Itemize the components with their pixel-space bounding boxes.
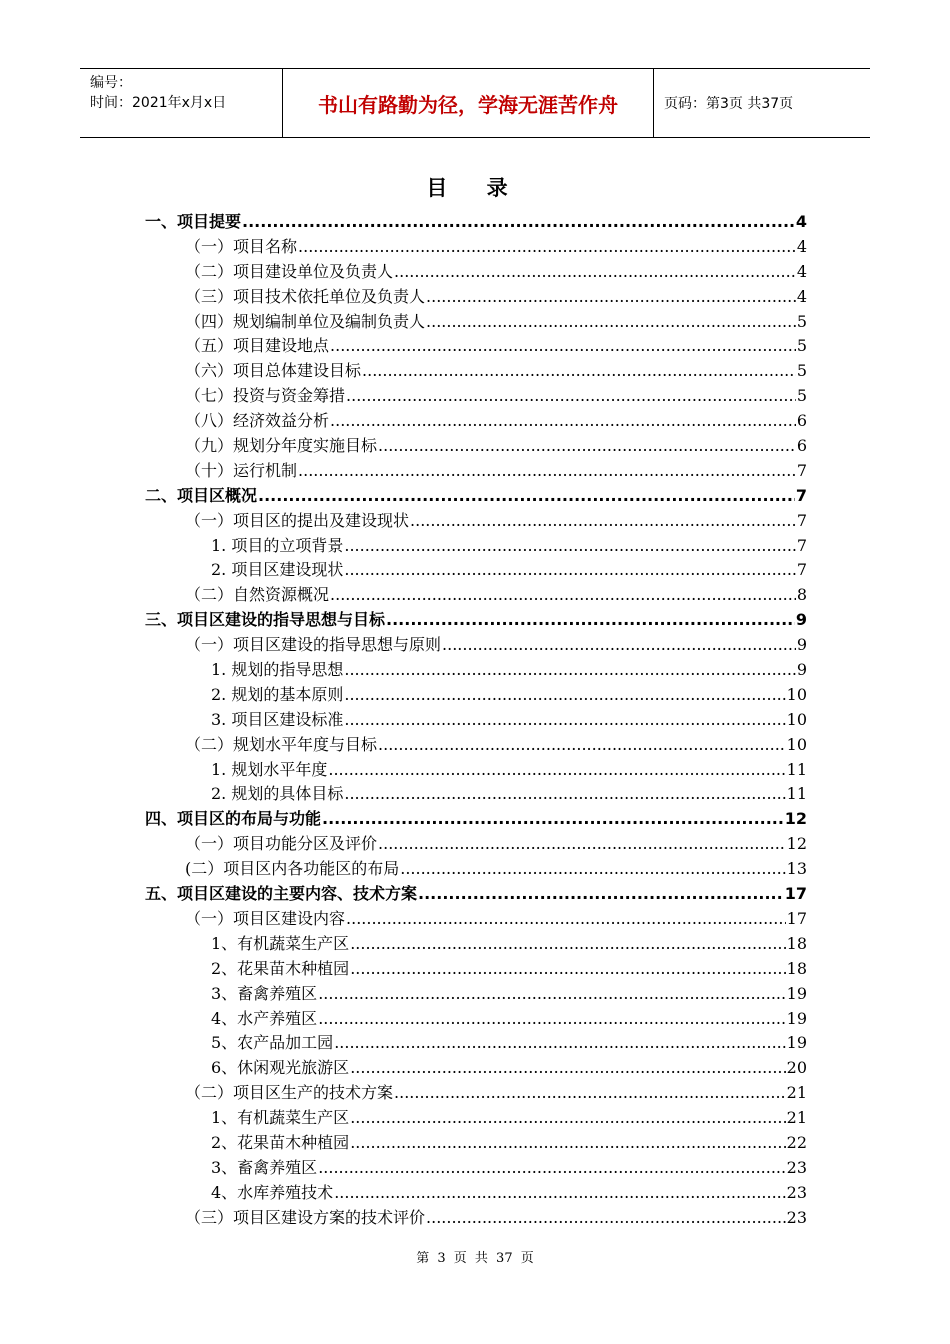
toc-dot-leader: [334, 1031, 785, 1056]
toc-entry-page: 18: [786, 933, 807, 953]
toc-entry[interactable]: [145, 832, 807, 857]
toc-entry-page: 23: [786, 1157, 807, 1177]
toc-entry[interactable]: [145, 733, 807, 758]
toc-entry[interactable]: [145, 857, 807, 882]
toc-entry-page: 10: [786, 734, 807, 754]
toc-entry[interactable]: [145, 558, 807, 583]
document-date: 时间：2021年x月x日: [90, 95, 227, 111]
toc-entry-page: 13: [786, 859, 807, 879]
toc-entry[interactable]: [145, 1031, 807, 1056]
toc-entry-page: 7: [796, 510, 807, 530]
toc-entry-page: 9: [796, 635, 807, 655]
toc-entry-title: （一）项目区建设的指导思想与原则: [185, 635, 442, 655]
toc-entry-title: 2. 项目区建设现状: [211, 560, 344, 580]
toc-entry-page: 23: [786, 1182, 807, 1202]
document-number-label: 编号：: [90, 75, 132, 91]
toc-entry-page: 5: [796, 336, 807, 356]
toc-entry[interactable]: [145, 459, 807, 484]
toc-dot-leader: [318, 982, 785, 1007]
toc-entry[interactable]: [145, 982, 807, 1007]
toc-entry-page: 5: [796, 311, 807, 331]
toc-entry-page: 18: [786, 958, 807, 978]
toc-entry[interactable]: [145, 658, 807, 683]
toc-entry[interactable]: [145, 210, 807, 235]
toc-dot-leader: [344, 683, 785, 708]
toc-entry[interactable]: [145, 334, 807, 359]
toc-entry-page: 7: [796, 560, 807, 580]
toc-entry[interactable]: [145, 1056, 807, 1081]
toc-entry[interactable]: [145, 1156, 807, 1181]
toc-entry-page: 10: [786, 709, 807, 729]
toc-entry[interactable]: [145, 484, 807, 509]
toc-entry-page: 19: [786, 1008, 807, 1028]
toc-entry-title: 3、畜禽养殖区: [211, 1157, 318, 1177]
toc-entry-title: 三、项目区建设的指导思想与目标: [145, 610, 386, 630]
toc-entry[interactable]: [145, 285, 807, 310]
toc-entry-title: (二）项目区内各功能区的布局: [185, 859, 400, 879]
toc-entry-page: 5: [796, 361, 807, 381]
toc-dot-leader: [426, 310, 796, 335]
toc-entry-page: 11: [786, 784, 807, 804]
toc-entry-title: 1. 规划水平年度: [211, 759, 328, 779]
header-meta: [80, 69, 283, 137]
toc-dot-leader: [378, 733, 786, 758]
toc-entry-title: 二、项目区概况: [145, 485, 258, 505]
toc-dot-leader: [386, 608, 795, 633]
toc-dot-leader: [322, 807, 784, 832]
toc-entry[interactable]: [145, 509, 807, 534]
toc-dot-leader: [394, 260, 796, 285]
toc-entry-page: 4: [796, 286, 807, 306]
toc-dot-leader: [298, 459, 796, 484]
toc-entry-title: （八）经济效益分析: [185, 411, 330, 431]
toc-entry-title: （一）项目区的提出及建设现状: [185, 510, 410, 530]
toc-entry[interactable]: [145, 359, 807, 384]
toc-entry[interactable]: [145, 1206, 807, 1231]
toc-dot-leader: [410, 509, 796, 534]
toc-entry[interactable]: [145, 907, 807, 932]
toc-entry-page: 17: [784, 884, 807, 904]
toc-entry-title: （十）运行机制: [185, 460, 298, 480]
toc-dot-leader: [330, 409, 796, 434]
toc-dot-leader: [318, 1156, 785, 1181]
toc-entry-title: （三）项目区建设方案的技术评价: [185, 1207, 426, 1227]
toc-entry-page: 21: [786, 1083, 807, 1103]
toc-entry-page: 7: [795, 485, 807, 505]
toc-dot-leader: [330, 334, 796, 359]
toc-dot-leader: [346, 384, 796, 409]
toc-dot-leader: [298, 235, 796, 260]
toc-entry-title: （一）项目区建设内容: [185, 908, 346, 928]
toc-entry-title: （二）规划水平年度与目标: [185, 734, 378, 754]
toc-dot-leader: [344, 708, 785, 733]
toc-entry-page: 11: [786, 759, 807, 779]
toc-entry[interactable]: [145, 932, 807, 957]
toc-dot-leader: [394, 1081, 786, 1106]
toc-entry-title: （三）项目技术依托单位及负责人: [185, 286, 426, 306]
toc-entry-title: 3、畜禽养殖区: [211, 983, 318, 1003]
toc-dot-leader: [258, 484, 795, 509]
toc-entry[interactable]: [145, 608, 807, 633]
toc-entry-page: 19: [786, 983, 807, 1003]
toc-entry[interactable]: [145, 1007, 807, 1032]
table-of-contents: [145, 210, 807, 1231]
toc-entry[interactable]: [145, 683, 807, 708]
toc-entry-title: 6、休闲观光旅游区: [211, 1058, 350, 1078]
toc-entry[interactable]: [145, 384, 807, 409]
toc-entry-title: 一、项目提要: [145, 212, 242, 231]
toc-entry-page: 10: [786, 684, 807, 704]
toc-entry[interactable]: [145, 235, 807, 260]
toc-entry-page: 7: [796, 460, 807, 480]
toc-title: 目 录: [426, 176, 524, 200]
toc-entry-title: 四、项目区的布局与功能: [145, 809, 322, 829]
toc-dot-leader: [362, 359, 796, 384]
toc-entry-page: 6: [796, 411, 807, 431]
toc-entry[interactable]: [145, 708, 807, 733]
toc-dot-leader: [344, 782, 785, 807]
toc-dot-leader: [328, 758, 785, 783]
toc-dot-leader: [344, 658, 795, 683]
toc-entry[interactable]: [145, 310, 807, 335]
toc-entry[interactable]: [145, 1131, 807, 1156]
toc-entry[interactable]: [145, 957, 807, 982]
toc-dot-leader: [318, 1007, 785, 1032]
toc-dot-leader: [346, 907, 786, 932]
toc-entry-title: 3. 项目区建设标准: [211, 709, 344, 729]
toc-entry-title: （六）项目总体建设目标: [185, 361, 362, 381]
page-footer: 第 3 页 共 37 页: [416, 1251, 534, 1266]
toc-entry-page: 8: [796, 585, 807, 605]
toc-dot-leader: [400, 857, 785, 882]
toc-entry[interactable]: [145, 782, 807, 807]
toc-entry[interactable]: [145, 1081, 807, 1106]
toc-dot-leader: [350, 1056, 785, 1081]
toc-entry-page: 21: [786, 1108, 807, 1128]
toc-entry-page: 4: [795, 212, 807, 231]
toc-entry[interactable]: [145, 434, 807, 459]
toc-entry-page: 17: [786, 908, 807, 928]
toc-entry-title: （一）项目功能分区及评价: [185, 834, 378, 854]
toc-dot-leader: [344, 534, 795, 559]
toc-entry-page: 23: [786, 1207, 807, 1227]
toc-entry-page: 4: [796, 261, 807, 281]
toc-entry-page: 4: [796, 236, 807, 256]
toc-entry-title: 1. 规划的指导思想: [211, 660, 344, 680]
toc-dot-leader: [442, 633, 796, 658]
toc-entry-page: 5: [796, 386, 807, 406]
toc-entry[interactable]: [145, 1181, 807, 1206]
toc-dot-leader: [426, 285, 796, 310]
toc-entry-page: 9: [796, 660, 807, 680]
header-page-info: 页码：第3页 共37页: [664, 96, 794, 112]
toc-entry-page: 12: [784, 809, 807, 829]
toc-entry-title: 五、项目区建设的主要内容、技术方案: [145, 884, 418, 904]
toc-entry-title: 2. 规划的基本原则: [211, 684, 344, 704]
toc-dot-leader: [426, 1206, 786, 1231]
toc-entry-page: 22: [786, 1132, 807, 1152]
toc-entry[interactable]: [145, 534, 807, 559]
toc-dot-leader: [344, 558, 795, 583]
toc-dot-leader: [418, 882, 784, 907]
toc-entry-title: （二）项目区生产的技术方案: [185, 1083, 394, 1103]
toc-entry-title: （七）投资与资金筹措: [185, 386, 346, 406]
toc-entry-title: （五）项目建设地点: [185, 336, 330, 356]
toc-dot-leader: [350, 932, 785, 957]
toc-dot-leader: [350, 957, 785, 982]
toc-entry[interactable]: [145, 758, 807, 783]
toc-entry-page: 20: [786, 1058, 807, 1078]
toc-entry[interactable]: [145, 882, 807, 907]
toc-dot-leader: [378, 832, 786, 857]
toc-entry-page: 7: [796, 535, 807, 555]
toc-entry-title: 4、水产养殖区: [211, 1008, 318, 1028]
toc-entry-title: 4、水库养殖技术: [211, 1182, 334, 1202]
toc-entry-page: 12: [786, 834, 807, 854]
toc-dot-leader: [350, 1106, 785, 1131]
toc-dot-leader: [350, 1131, 785, 1156]
toc-dot-leader: [330, 583, 796, 608]
toc-entry-page: 9: [795, 610, 807, 630]
toc-entry-title: 2、花果苗木种植园: [211, 1132, 350, 1152]
toc-entry-title: 1、有机蔬菜生产区: [211, 1108, 350, 1128]
toc-dot-leader: [334, 1181, 785, 1206]
toc-entry-title: 2、花果苗木种植园: [211, 958, 350, 978]
toc-entry[interactable]: [145, 583, 807, 608]
toc-entry[interactable]: [145, 1106, 807, 1131]
toc-entry-title: （二）项目建设单位及负责人: [185, 261, 394, 281]
toc-entry[interactable]: [145, 409, 807, 434]
toc-entry-title: 2. 规划的具体目标: [211, 784, 344, 804]
header-motto: 书山有路勤为径，学海无涯苦作舟: [283, 69, 654, 137]
toc-entry-title: 1. 项目的立项背景: [211, 535, 344, 555]
toc-entry-page: 6: [796, 436, 807, 456]
toc-dot-leader: [242, 210, 795, 235]
toc-entry[interactable]: [145, 260, 807, 285]
toc-entry[interactable]: [145, 807, 807, 832]
toc-entry-title: （九）规划分年度实施目标: [185, 436, 378, 456]
toc-entry-title: （二）自然资源概况: [185, 585, 330, 605]
toc-entry-title: （四）规划编制单位及编制负责人: [185, 311, 426, 331]
toc-entry-title: 1、有机蔬菜生产区: [211, 933, 350, 953]
page-header: [80, 68, 870, 138]
toc-entry-page: 19: [786, 1033, 807, 1053]
toc-entry-title: 5、农产品加工园: [211, 1033, 334, 1053]
toc-dot-leader: [378, 434, 796, 459]
toc-entry-title: （一）项目名称: [185, 236, 298, 256]
toc-entry[interactable]: [145, 633, 807, 658]
